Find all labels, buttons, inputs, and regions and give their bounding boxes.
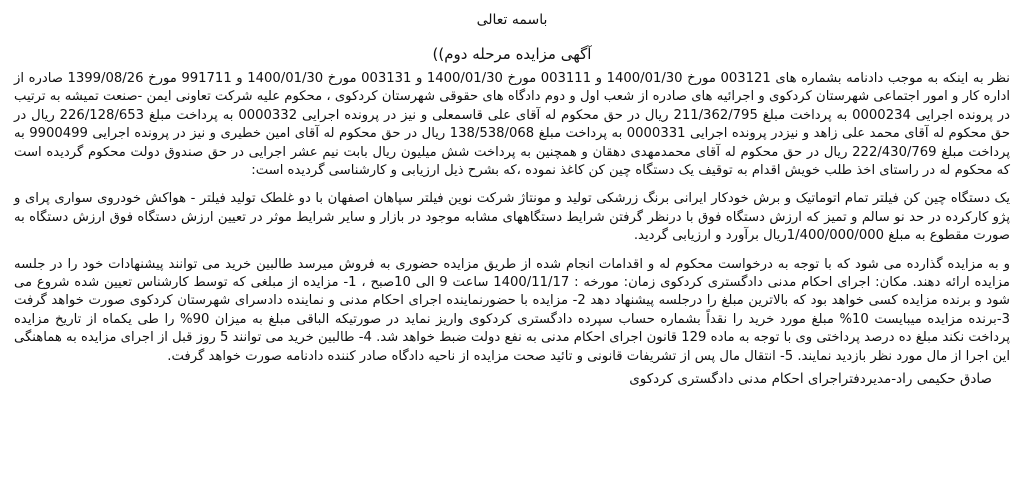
signature-line: صادق حکیمی راد-مدیردفتراجرای احکام مدنی دادگستری کردکوی: [629, 371, 992, 388]
invocation-heading: باسمه تعالی: [476, 12, 548, 28]
auction-terms-paragraph: و به مزایده گذارده می شود که با توجه به درخواست محکوم له و اقدامات انجام شده از طریق مزایده حضوری به فروش میرسد طالبین خرید می توانند پیشنهادات خود را در جلسه مزایده ارائه دهند. مکان: اجرای احکام مدنی دادگستری کردکوی زمان: مورخه : 1400/11/17 ساعت 9 الی 10صبح ، 1- مزایده از مبلغی که توسط کارشناس تعیین شده شروع می شود و برنده مزایده کسی خواهد بود که بالاترین مبلغ را درجلسه پیشنهاد دهد 2- مزایده با حضورنماینده اجرای احکام مدنی و نماینده دادسرای شهرستان کردکوی صورت خواهد گرفت 3-برنده مزایده میبایست 10% مبلغ مورد خرید را نقداً بشماره حساب سپرده دادگستری کردکوی واریز نماید در صورتیکه الباقی مبلغ به میزان 90% را طی یکماه از تاریخ مزایده پرداخت نکند مبلغ ده درصد پرداختی وی با توجه به ماده 129 قانون اجرای احکام مدنی به نفع دولت ضبط خواهد شد. 4- طالبین خرید می توانند 5 روز قبل از اجرای مزایده به هماهنگی این اجرا از مال مورد نظر بازدید نمایند. 5- انتقال مال پس از تشریفات قانونی و تائید صحت مزایده از ناحیه دادگاه صادر کننده دادنامه صورت خواهد گرفت.: [14, 256, 1010, 364]
intro-paragraph: نظر به اینکه به موجب دادنامه بشماره های 003121 مورخ 1400/01/30 و 003111 مورخ 1400/01/30 و 003131 مورخ 1400/01/30 و 991711 مورخ 1399/08/26 صادره از اداره کار و امور اجتماعی شهرستان کردکوی و اجرائیه های صادره از شعب اول و دوم دادگاه های حقوقی شهرستان کردکوی ، محکوم علیه شرکت تعاونی ایمن -صنعت تمیشه به ترتیب در پرونده اجرایی 0000234 به پرداخت مبلغ 211/362/795 ریال در حق محکوم له آقای علی قاسمعلی و نیز در پرونده اجرایی 0000332 به پرداخت مبلغ 226/128/653 ریال در حق محکوم له آقای محمد علی زاهد و نیزدر پرونده اجرایی 0000331 به پرداخت مبلغ 138/538/068 ریال در حق محکوم له آقای امین خطیری و نیز در پرونده اجرایی 9900499 به پرداخت مبلغ 222/430/769 ریال در حق محکوم له آقای محمدمهدی دهقان و همچنین به پرداخت شش میلیون ریال بابت نیم عشر اجرایی در حق صندوق دولت محکوم گردیده است که محکوم له در راستای اخذ طلب خویش اقدام به توقیف یک دستگاه چین کن کاغذ نموده ،که بشرح ذیل ارزیابی و کارشناسی گردیده است:: [14, 71, 1010, 179]
notice-title: آگهی مزایده مرحله دوم)): [432, 45, 592, 63]
item-description-paragraph: یک دستگاه چین کن فیلتر تمام اتوماتیک و برش خودکار ایرانی برنگ زرشکی تولید و مونتاژ شرکت نوین فیلتر سپاهان اصفهان با دو غلطک تولید فیلتر - هواکش خودروی سواری پرای و پژو کارکرده در حد نو سالم و تمیز که ارزش دستگاه فوق با درنظر گرفتن شرایط دستگاههای مشابه موجود در بازار و سایر شرایط موثر در تعیین ارزش دستگاه فوق ارزش دستگاه به صورت مقطوع به مبلغ 1/400/000/000ریال برآورد و ارزیابی گردید.: [14, 191, 1010, 244]
